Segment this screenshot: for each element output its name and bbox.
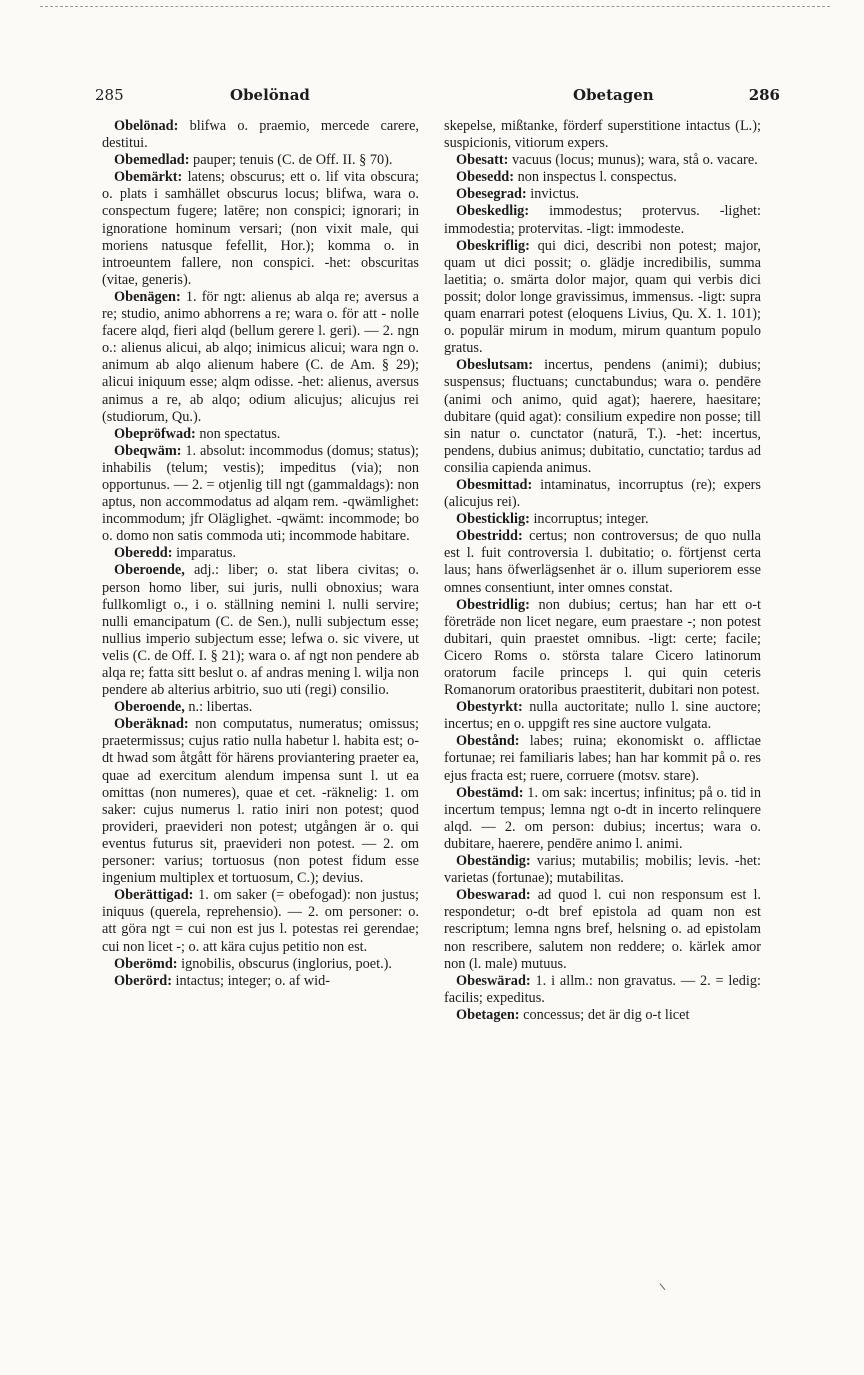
entry-headword: Obemärkt:: [114, 169, 183, 186]
left-column: [102, 118, 419, 990]
entry-headword: Oberoende,: [114, 562, 185, 579]
entry-definition: concessus; det är dig o-t licet: [519, 1006, 690, 1023]
right-guide-word: Obetagen: [573, 86, 654, 104]
page-header: [95, 86, 780, 110]
entry-headword: Obesedd:: [456, 169, 514, 186]
entry-definition: non dubius; certus; han har ett o-t företräde non licet negare, eum praestare -; non potest dubitari, quin praestet omnibus. -ligt: certe; facile; Cicero Roms o. största talare Cicero latinorum oratorum facile princeps l. qui quin ceteris Romanorum oratoribus praestiterit, dubitari non potest.: [444, 596, 761, 699]
entry-definition: 1. absolut: incommodus (domus; status); inhabilis (telum; vestis); impeditus (via); non opportunus. — 2. = otjenlig till ngt (gammaldags): non aptus, non accommodatus ad alqam rem. -qwämlighet: incommodum; jfr Oläglighet. -qwämt: incommode; bo o. domo non satis commoda uti; incommode habitare.: [102, 442, 419, 545]
dictionary-entry: [444, 169, 761, 186]
entry-headword: Obestyrkt:: [456, 699, 523, 716]
dictionary-entry: [102, 289, 419, 426]
dictionary-entry: [102, 887, 419, 955]
dictionary-entry: [444, 785, 761, 853]
dictionary-entry: [444, 511, 761, 528]
entry-definition: imparatus.: [172, 545, 237, 562]
entry-definition: varius; mutabilis; mobilis; levis. -het: varietas (fortunae); mutabilitas.: [444, 853, 761, 887]
dictionary-entry: [444, 699, 761, 733]
dictionary-entry: [102, 699, 419, 716]
entry-definition: non inspectus l. conspectus.: [514, 169, 677, 186]
entry-definition: qui dici, describi non potest; major, quam ut dici possit; o. glädje incredibilis, summa laetitia; o. smärta dolor major, quam qui verbis dici possit; dolor longe gravissimus, immensus. -ligt: supra quam enarrari potest (eloquens Livius, Qu. X. 1. 101); o. populär mirum in modum, mirum quantum populo gratus.: [444, 237, 761, 357]
entry-definition: nulla auctoritate; nullo l. sine auctore; incertus; en o. uppgift res sine auctore vulgata.: [444, 699, 761, 733]
entry-headword: Obestånd:: [456, 733, 520, 750]
entry-headword: Obeslutsam:: [456, 357, 534, 374]
dictionary-entry: [102, 169, 419, 289]
dictionary-entry: [102, 118, 419, 152]
dictionary-entry: [444, 477, 761, 511]
entry-definition: non spectatus.: [195, 425, 281, 442]
dictionary-entry: [102, 973, 419, 990]
dictionary-entry: [444, 203, 761, 237]
scan-top-edge: [40, 6, 830, 7]
entry-definition: non computatus, numeratus; omissus; praetermissus; cujus ratio nulla habetur l. habita est; o-dt hwad som åtgått för härens proviantering praeter ea, quae ad exercitum alendum impensa sunt l. ut ea omittas (non numeres), quae et cet. -räknelig: 1. om saker: cujus numerus l. ratio iniri non potest; quod provideri, praevideri non potest; utgången är o. qui eventus futurus sit, praevideri non potest. — 2. om personer: varius; tortuosus (non potest fidum esse ingenium multiplex et tortuosum, C.); devius.: [102, 716, 419, 887]
entry-headword: Obesegrad:: [456, 186, 527, 203]
entry-headword: Obeswärad:: [456, 972, 531, 989]
entry-headword: Oberömd:: [114, 955, 178, 972]
entry-headword: Obesmittad:: [456, 476, 533, 493]
dictionary-entry: [444, 118, 761, 152]
entry-definition: invictus.: [526, 186, 580, 203]
entry-definition: ad quod l. cui non responsum est l. respondetur; o-dt bref epistola ad quam non est rescriptum; lemna ngns bref, helsning o. ad epistolam non rescribere, salutem non reddere; o. kärlek amor non (l. male) mutuus.: [444, 887, 761, 972]
entry-headword: Oberörd:: [114, 972, 172, 989]
entry-headword: Obenägen:: [114, 288, 181, 305]
entry-definition: vacuus (locus; munus); wara, stå o. vacare.: [508, 152, 758, 169]
dictionary-entry: [444, 238, 761, 358]
dictionary-entry: [102, 716, 419, 887]
dictionary-entry: [444, 733, 761, 784]
entry-definition: skepelse, mißtanke, förderf superstitione intactus (L.); suspicionis, vitiorum expers.: [444, 118, 761, 152]
entry-headword: Obesatt:: [456, 152, 509, 169]
dictionary-entry: [444, 186, 761, 203]
entry-headword: Oberedd:: [114, 545, 173, 562]
entry-definition: blifwa o. praemio, mercede carere, destitui.: [102, 118, 419, 152]
entry-headword: Obelönad:: [114, 118, 179, 134]
entry-headword: Oberoende,: [114, 699, 185, 716]
entry-headword: Obeqwäm:: [114, 442, 182, 459]
entry-definition: pauper; tenuis (C. de Off. II. § 70).: [189, 152, 393, 169]
entry-definition: incertus, pendens (animi); dubius; suspensus; fluctuans; cunctabundus; wara o. pendēre (animi och animo, quid agat); haerere, haesitare; dubitare (quid agat): consilium expedire non posse; till sin natur o. cunctator (naturā, T.). -het: incertus, pendens, dubius animus; dubitatio, cunctatio; tardus ad consilia capienda animus.: [444, 357, 761, 476]
entry-headword: Obetagen:: [456, 1006, 520, 1023]
entry-headword: Obestämd:: [456, 784, 524, 801]
entry-headword: Obeskedlig:: [456, 203, 530, 220]
entry-headword: Obesticklig:: [456, 511, 530, 528]
entry-definition: intactus; integer; o. af wid-: [171, 972, 330, 989]
dictionary-entry: [102, 956, 419, 973]
entry-definition: adj.: liber; o. stat libera civitas; o. person homo liber, sui juris, nulli obnoxius; wara fullkomligt o., i o. ställning nemini l. nulli servire; nulli emancipatum (C. de Sen.), nulli subjectum esse; nullius imperio subjectum esse; lefwa o. sic vivere, ut velis (C. de Off. I. § 21); wara o. af ngt non pendere ab alqa re; fatta sitt beslut o. af andras mening l. wilja non pendere ab alterius arbitrio, suo uti (regi) consilio.: [102, 562, 419, 699]
entry-headword: Oberättigad:: [114, 887, 194, 904]
entry-headword: Obeständig:: [456, 853, 531, 870]
entry-definition: n.: libertas.: [184, 699, 253, 716]
dictionary-entry: [444, 887, 761, 972]
entry-headword: Obeskriflig:: [456, 237, 530, 254]
dictionary-entry: [444, 973, 761, 1007]
entry-definition: ignobilis, obscurus (inglorius, poet.).: [177, 955, 392, 972]
entry-headword: Obestridd:: [456, 528, 523, 545]
entry-definition: 1. om saker (= obefogad): non justus; iniquus (querela, reprehensio). — 2. om personer: o. att göra ngt = cui non est jus l. potestas rei gerendae; cui non licet -; o. att kära cujus petitio non est.: [102, 887, 419, 955]
entry-definition: latens; obscurus; ett o. lif vita obscura; o. plats i samhället obscurus locus; blifwa, wara o. conspectum fugere; latēre; non conspici; ignorari; in ignoratione hominum versari; (non vixit male, qui moriens natusque fefellit, Hor.); komma o. in introeuntem fallere, non conspici. -het: obscuritas (vitae, generis).: [102, 169, 419, 288]
entry-definition: incorruptus; integer.: [529, 511, 649, 528]
entry-headword: Obepröfwad:: [114, 425, 196, 442]
dictionary-entry: [444, 357, 761, 477]
entry-headword: Oberäknad:: [114, 716, 189, 733]
entry-definition: intaminatus, incorruptus (re); expers (alicujus rei).: [444, 476, 761, 511]
dictionary-entry: [102, 545, 419, 562]
entry-headword: Obeswarad:: [456, 887, 531, 904]
dictionary-entry: [102, 562, 419, 699]
dictionary-entry: [102, 152, 419, 169]
dictionary-entry: [444, 1007, 761, 1024]
entry-definition: 1. för ngt: alienus ab alqa re; aversus a re; studio, animo abhorrens a re; wara o. för att - nolle facere alqd, fieri alqd (bellum gerere l. geri). — 2. ngn o.: alienus alicui, ab alqo; inimicus alicui; wara ngn o. animum ab alqo alienum habere (C. de Am. § 29); alicui iniquum esse; alqm odisse. -het: alienus, aversus animus a re, ab alqo; odium alicujus; alicujus rei (studiorum, Qu.).: [102, 288, 419, 425]
left-guide-word: Obelönad: [230, 86, 310, 104]
entry-definition: 1. i allm.: non gravatus. — 2. = ledig: facilis; expeditus.: [444, 972, 761, 1006]
entry-definition: immodestus; protervus. -lighet: immodestia; protervitas. -ligt: immodeste.: [444, 203, 761, 237]
entry-headword: Obemedlad:: [114, 152, 190, 169]
entry-definition: 1. om sak: incertus; infinitus; på o. tid in incertum tempus; lemna ngt o-dt in incerto relinquere alqd. — 2. om person: dubius; incertus; wara o. dubitare, haerere, pendēre animo l. animi.: [444, 784, 761, 852]
right-page-number: 286: [748, 86, 780, 104]
entry-headword: Obestridlig:: [456, 596, 530, 613]
scan-mark: [659, 1283, 666, 1290]
dictionary-entry: [102, 443, 419, 546]
dictionary-entry: [444, 152, 761, 169]
dictionary-entry: [444, 597, 761, 700]
entry-definition: labes; ruina; ekonomiskt o. afflictae fortunae; rei familiaris labes; han har kommit på o. res ejus fracta est; ruere, corruere (motsv. stare).: [444, 733, 761, 784]
dictionary-entry: [444, 528, 761, 596]
dictionary-entry: [444, 853, 761, 887]
dictionary-entry: [102, 426, 419, 443]
entry-definition: certus; non controversus; de quo nulla est l. fuit controversia l. dubitatio; o. förtjenst certa laus; hans öfwerlägsenhet är o. illum superiorem esse omnes consentiunt, inter omnes constat.: [444, 528, 761, 596]
left-page-number: 285: [95, 86, 124, 104]
right-column: [444, 118, 761, 1024]
